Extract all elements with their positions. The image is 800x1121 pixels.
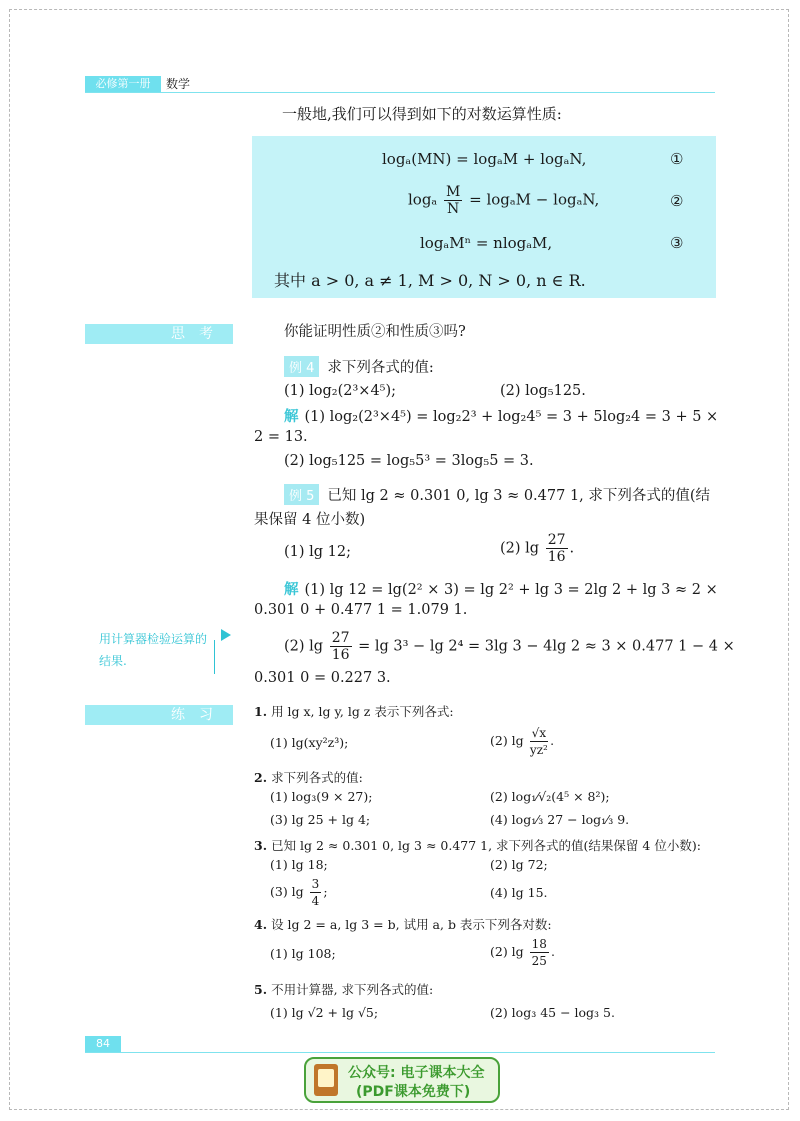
formula-1: logₐ(MN) = logₐM + logₐN, (382, 150, 587, 168)
practice-q4-a: (1) lg 108; (270, 946, 336, 961)
practice-q3-c: (3) lg $\frac{3}{4}$ ; (270, 877, 328, 908)
header-rule (85, 92, 715, 93)
example-4-tag: 例 4 (284, 356, 319, 377)
formula-2-right: = logₐM − logₐN, (469, 190, 600, 209)
practice-q5-a: (1) lg √2 + lg √5; (270, 1005, 379, 1020)
example-5-prompt: 已知 lg 2 ≈ 0.301 0, lg 3 ≈ 0.477 1, 求下列各式的值(结 (327, 488, 711, 504)
q4b-left: (2) lg (490, 944, 524, 959)
part-2-left: (2) lg (500, 540, 540, 557)
footer-rule (85, 1052, 715, 1053)
example-5-solution-1 (284, 578, 718, 599)
example-4-part-1: (1) log₂(2³×4⁵); (284, 383, 397, 399)
solution-2-left: (2) lg (284, 638, 324, 655)
condition-text: 其中 a > 0, a ≠ 1, M > 0, N > 0, n ∈ R. (274, 271, 586, 290)
solution-text: (1) log₂(2³×4⁵) = log₂2³ + log₂4⁵ = 3 + 5log₂4 = 3 + 5 × (304, 409, 719, 425)
formula-2-mark: ② (670, 192, 684, 210)
practice-q1-b: (2) lg $\frac{√x}{\text{yz²}}$ . (490, 726, 555, 757)
q1b-fraction (530, 725, 548, 758)
practice-q3: 3. 已知 lg 2 ≈ 0.301 0, lg 3 ≈ 0.477 1, 求下列各式的值(结果保留 4 位小数): (254, 838, 701, 853)
example-5-solution-2-cont: 0.301 0 = 0.227 3. (254, 670, 391, 686)
fraction-num: √x (531, 726, 547, 740)
example-4-heading (284, 356, 434, 377)
q3c-fraction (310, 876, 322, 909)
q4-text: 设 lg 2 = a, lg 3 = b, 试用 a, b 表示下列各对数: (271, 917, 552, 932)
practice-q3-d: (4) lg 15. (490, 885, 548, 900)
header-subject: 数学 (166, 77, 191, 91)
page-number: 84 (85, 1036, 121, 1052)
margin-note-rule (214, 640, 215, 674)
fraction-den: yz² (529, 743, 548, 757)
practice-q4-b: (2) lg $\frac{18}{25}$ . (490, 937, 555, 968)
fraction-num: 27 (547, 532, 566, 548)
practice-q5-b: (2) log₃ 45 − log₃ 5. (490, 1005, 615, 1020)
practice-q2-d: (4) log₁⁄₃ 27 − log₁⁄₃ 9. (490, 812, 630, 827)
practice-q2: 2. 求下列各式的值: (254, 770, 363, 785)
formula-3: logₐMⁿ = nlogₐM, (420, 234, 553, 252)
q2-text: 求下列各式的值: (271, 770, 363, 785)
solution-text: (1) lg 12 = lg(2² × 3) = lg 2² + lg 3 = 2lg 2 + lg 3 ≈ 2 × (304, 582, 718, 598)
property-box (252, 136, 716, 298)
practice-q4: 4. 设 lg 2 = a, lg 3 = b, 试用 a, b 表示下列各对数: (254, 917, 552, 932)
practice-label: 练习 (85, 705, 233, 725)
practice-q3-a: (1) lg 18; (270, 857, 328, 872)
fraction-den: 16 (331, 647, 350, 663)
formula-2 (408, 184, 599, 217)
fraction-den: 25 (531, 954, 547, 968)
book-icon (314, 1064, 338, 1096)
solution-2-right: = lg 3³ − lg 2⁴ = 3lg 3 − 4lg 2 ≈ 3 × 0.477 1 − 4 × (358, 638, 735, 655)
practice-q1: 1. 用 lg x, lg y, lg z 表示下列各式: (254, 704, 454, 719)
fraction-den: 16 (547, 549, 566, 565)
practice-q5: 5. 不用计算器, 求下列各式的值: (254, 982, 434, 997)
practice-q1-a: (1) lg(xy²z³); (270, 735, 349, 750)
practice-q2-b: (2) log₁⁄√₂(4⁵ × 8²); (490, 789, 610, 804)
example-4-part-2: (2) log₅125. (500, 383, 586, 399)
example-4-solution-1 (284, 405, 718, 426)
solution-label: 解 (284, 582, 299, 598)
formula-2-fraction (444, 184, 462, 217)
formula-2-left: logₐ (408, 190, 438, 209)
q1-text: 用 lg x, lg y, lg z 表示下列各式: (271, 704, 454, 719)
watermark-badge (304, 1057, 500, 1103)
watermark-line-1: 公众号: 电子课本大全 (348, 1065, 485, 1081)
example-5-part-1: (1) lg 12; (284, 544, 352, 560)
q5-text: 不用计算器, 求下列各式的值: (271, 982, 434, 997)
example-5-tag: 例 5 (284, 484, 319, 505)
formula-1-mark: ① (670, 150, 684, 168)
example-5-solution-1-cont: 0.301 0 + 0.477 1 = 1.079 1. (254, 602, 468, 618)
solution-label: 解 (284, 409, 299, 425)
part-2-fraction (546, 532, 568, 565)
solution-2-fraction (330, 630, 352, 663)
margin-note: 用计算器检验运算的结果. (99, 632, 208, 668)
example-5-solution-2 (284, 630, 735, 663)
fraction-num: 18 (531, 937, 547, 951)
example-4-solution-1-cont: 2 = 13. (254, 429, 308, 445)
fraction-num: 3 (311, 877, 320, 891)
watermark-line-2: (PDF课本免费下) (356, 1084, 471, 1100)
example-5-part-2: (2) lg $\frac{27}{16}$ . (500, 532, 575, 565)
fraction-den: 4 (311, 894, 320, 908)
q3-text: 已知 lg 2 ≈ 0.301 0, lg 3 ≈ 0.477 1, 求下列各式的值(结果保留 4 位小数): (271, 838, 701, 853)
practice-q2-c: (3) lg 25 + lg 4; (270, 812, 371, 827)
fraction-num: M (446, 184, 461, 200)
fraction-den: N (447, 201, 460, 217)
think-question: 你能证明性质②和性质③吗? (284, 324, 466, 340)
fraction-num: 27 (331, 630, 350, 646)
example-4-prompt: 求下列各式的值: (327, 360, 434, 376)
example-4-solution-2: (2) log₅125 = log₅5³ = 3log₅5 = 3. (284, 453, 534, 469)
q4b-fraction (530, 936, 549, 969)
q1b-left: (2) lg (490, 733, 524, 748)
formula-3-mark: ③ (670, 234, 684, 252)
margin-note-arrow-icon (221, 629, 231, 641)
example-5-heading (284, 484, 710, 505)
q3c-left: (3) lg (270, 884, 304, 899)
practice-q3-b: (2) lg 72; (490, 857, 548, 872)
example-5-prompt-cont: 果保留 4 位小数) (254, 512, 366, 528)
header-book-tag: 必修第一册 (85, 76, 161, 92)
think-label: 思考 (85, 324, 233, 344)
intro-text: 一般地,我们可以得到如下的对数运算性质: (282, 105, 562, 123)
practice-q2-a: (1) log₃(9 × 27); (270, 789, 373, 804)
